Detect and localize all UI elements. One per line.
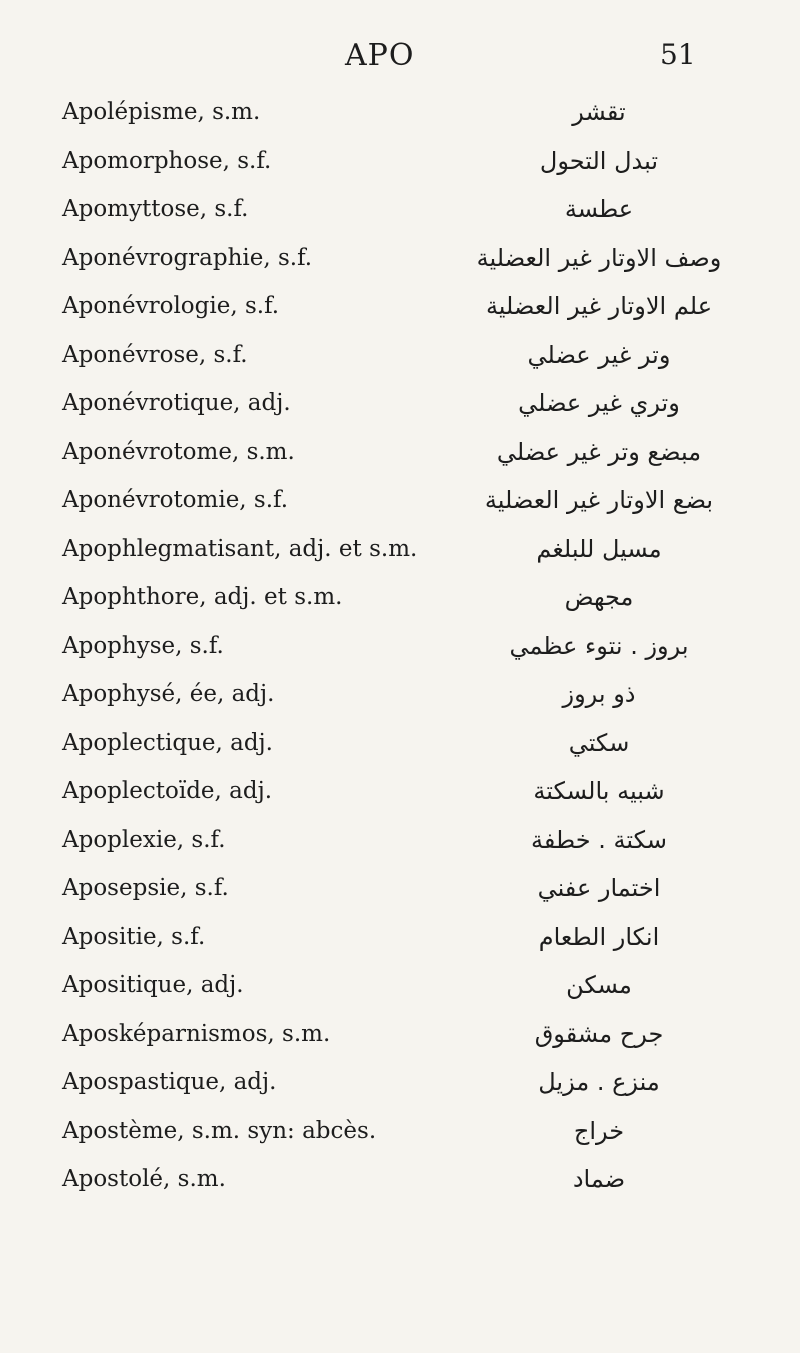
running-header-section: APO: [345, 38, 415, 73]
french-term: Apolépisme, s.m.: [62, 99, 261, 125]
dictionary-entry: [0, 337, 800, 386]
dictionary-entry: [0, 1064, 800, 1113]
dictionary-entry: [0, 919, 800, 968]
arabic-translation: ذو بروز: [562, 680, 636, 708]
french-term: Apomyttose, s.f.: [62, 196, 249, 222]
arabic-translation: مسكن: [566, 971, 632, 999]
arabic-translation: سكتة . خطفة: [531, 825, 667, 854]
arabic-translation: بروز . نتوء عظمي: [509, 631, 689, 660]
dictionary-entry: [0, 288, 800, 337]
arabic-translation: شبيه بالسكتة: [533, 777, 665, 805]
french-term: Apophlegmatisant, adj. et s.m.: [62, 535, 418, 562]
dictionary-entry: [0, 1016, 800, 1065]
page-number: 51: [660, 38, 696, 71]
arabic-translation: انكار الطعام: [538, 922, 660, 951]
dictionary-entry: [0, 967, 800, 1016]
arabic-translation: وصف الاوتار غير العضلية: [476, 243, 722, 272]
dictionary-entry: [0, 191, 800, 240]
arabic-translation: جرح مشقوق: [534, 1019, 664, 1048]
arabic-translation: وتري غير عضلي: [518, 389, 680, 417]
arabic-translation: اختمار عفني: [537, 874, 661, 902]
french-term: Aponévrotomie, s.f.: [62, 487, 289, 513]
french-term: Apoplectique, adj.: [62, 729, 273, 756]
dictionary-entry: [0, 143, 800, 192]
french-term: Aposepsie, s.f.: [62, 875, 229, 901]
french-term: Apophysé, ée, adj.: [62, 681, 275, 707]
arabic-translation: علم الاوتار غير العضلية: [485, 292, 713, 320]
dictionary-entry: [0, 434, 800, 483]
dictionary-entry: [0, 482, 800, 531]
french-term: Apositie, s.f.: [62, 923, 206, 950]
dictionary-entry: [0, 725, 800, 774]
arabic-translation: خراج: [573, 1116, 625, 1145]
dictionary-entry: [0, 1161, 800, 1210]
arabic-translation: ضماد: [572, 1165, 626, 1193]
dictionary-entry-list: [0, 94, 800, 1210]
arabic-translation: وتر غير عضلي: [527, 340, 671, 369]
arabic-translation: تقشر: [572, 98, 626, 126]
french-term: Apostolé, s.m.: [62, 1166, 226, 1192]
french-term: Apositique, adj.: [62, 972, 244, 998]
french-term: Apomorphose, s.f.: [62, 147, 272, 174]
arabic-translation: سكتي: [568, 728, 630, 757]
dictionary-entry: [0, 676, 800, 725]
dictionary-entry: [0, 628, 800, 677]
french-term: Aponévrose, s.f.: [62, 341, 248, 368]
dictionary-entry: [0, 822, 800, 871]
french-term: Apospastique, adj.: [62, 1069, 277, 1095]
dictionary-entry: [0, 870, 800, 919]
arabic-translation: منزع . مزيل: [538, 1068, 660, 1096]
dictionary-entry: [0, 1113, 800, 1162]
dictionary-entry: [0, 531, 800, 580]
french-term: Aponévrotome, s.m.: [62, 438, 295, 465]
arabic-translation: عطسة: [564, 195, 634, 223]
arabic-translation: تبدل التحول: [539, 146, 659, 175]
french-term: Aponévrographie, s.f.: [62, 244, 313, 271]
french-term: Apoplexie, s.f.: [62, 826, 226, 853]
arabic-translation: بضع الاوتار غير العضلية: [484, 486, 714, 514]
arabic-translation: مبضع وتر غير عضلي: [496, 437, 702, 466]
french-term: Aposképarnismos, s.m.: [62, 1020, 331, 1047]
dictionary-entry: [0, 579, 800, 628]
french-term: Apoplectoïde, adj.: [62, 778, 273, 804]
dictionary-entry: [0, 94, 800, 143]
french-term: Aponévrotique, adj.: [62, 390, 291, 416]
french-term: Apostème, s.m. syn: abcès.: [62, 1117, 377, 1144]
arabic-translation: مجهض: [564, 583, 634, 611]
french-term: Aponévrologie, s.f.: [62, 293, 280, 319]
french-term: Apophthore, adj. et s.m.: [62, 584, 343, 610]
dictionary-entry: [0, 385, 800, 434]
arabic-translation: مسيل للبلغم: [536, 534, 662, 563]
dictionary-entry: [0, 240, 800, 289]
dictionary-entry: [0, 773, 800, 822]
french-term: Apophyse, s.f.: [62, 632, 224, 659]
